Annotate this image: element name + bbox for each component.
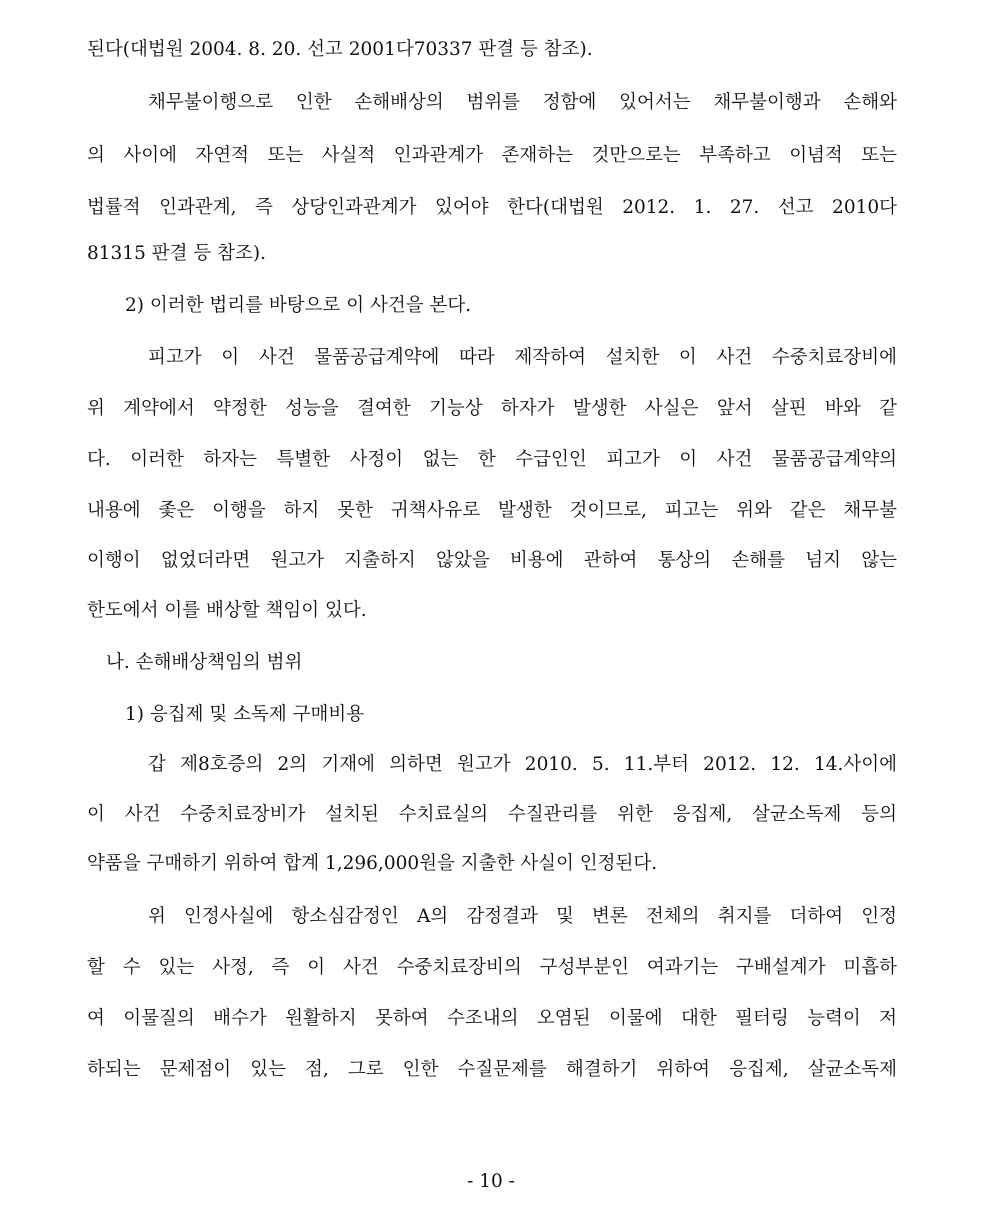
- text-line: 다. 이러한 하자는 특별한 사정이 없는 한 수급인인 피고가 이 사건 물품공급계약의: [87, 449, 897, 470]
- text-line: 할 수 있는 사정, 즉 이 사건 수중치료장비의 구성부분인 여과기는 구배설계가 미흡하: [87, 957, 897, 978]
- text-line: 여 이물질의 배수가 원활하지 못하여 수조내의 오염된 이물에 대한 필터링 능력이 저: [87, 1008, 897, 1029]
- text-line: 한도에서 이를 배상할 책임이 있다.: [87, 600, 367, 621]
- subheading-line: 1) 응집제 및 소독제 구매비용: [125, 704, 365, 725]
- text-line: 내용에 좇은 이행을 하지 못한 귀책사유로 발생한 것이므로, 피고는 위와 같은 채무불: [87, 500, 897, 521]
- text-line: 갑 제8호증의 2의 기재에 의하면 원고가 2010. 5. 11.부터 2012. 12. 14.사이에: [148, 754, 897, 775]
- text-line: 이행이 없었더라면 원고가 지출하지 않았을 비용에 관하여 통상의 손해를 넘지 않는: [87, 550, 897, 571]
- text-line: 법률적 인과관계, 즉 상당인과관계가 있어야 한다(대법원 2012. 1. 27. 선고 2010다: [87, 197, 897, 218]
- page-number: - 10 -: [467, 1171, 515, 1192]
- text-line: 피고가 이 사건 물품공급계약에 따라 제작하여 설치한 이 사건 수중치료장비에: [148, 347, 897, 368]
- text-line: 위 인정사실에 항소심감정인 A의 감정결과 및 변론 전체의 취지를 더하여 인정: [148, 906, 897, 927]
- text-line: 의 사이에 자연적 또는 사실적 인과관계가 존재하는 것만으로는 부족하고 이념적 또는: [87, 145, 897, 166]
- text-line: 약품을 구매하기 위하여 합계 1,296,000원을 지출한 사실이 인정된다.: [87, 853, 658, 874]
- text-line: 된다(대법원 2004. 8. 20. 선고 2001다70337 판결 등 참조).: [87, 39, 593, 60]
- section-heading: 나. 손해배상책임의 범위: [106, 652, 303, 673]
- subheading-line: 2) 이러한 법리를 바탕으로 이 사건을 본다.: [125, 295, 472, 316]
- text-line: 이 사건 수중치료장비가 설치된 수치료실의 수질관리를 위한 응집제, 살균소독제 등의: [87, 804, 897, 825]
- text-line: 81315 판결 등 참조).: [87, 243, 266, 264]
- text-line: 하되는 문제점이 있는 점, 그로 인한 수질문제를 해결하기 위하여 응집제, 살균소독제: [87, 1059, 897, 1080]
- text-line: 채무불이행으로 인한 손해배상의 범위를 정함에 있어서는 채무불이행과 손해와: [148, 92, 897, 113]
- text-line: 위 계약에서 약정한 성능을 결여한 기능상 하자가 발생한 사실은 앞서 살핀 바와 같: [87, 398, 897, 419]
